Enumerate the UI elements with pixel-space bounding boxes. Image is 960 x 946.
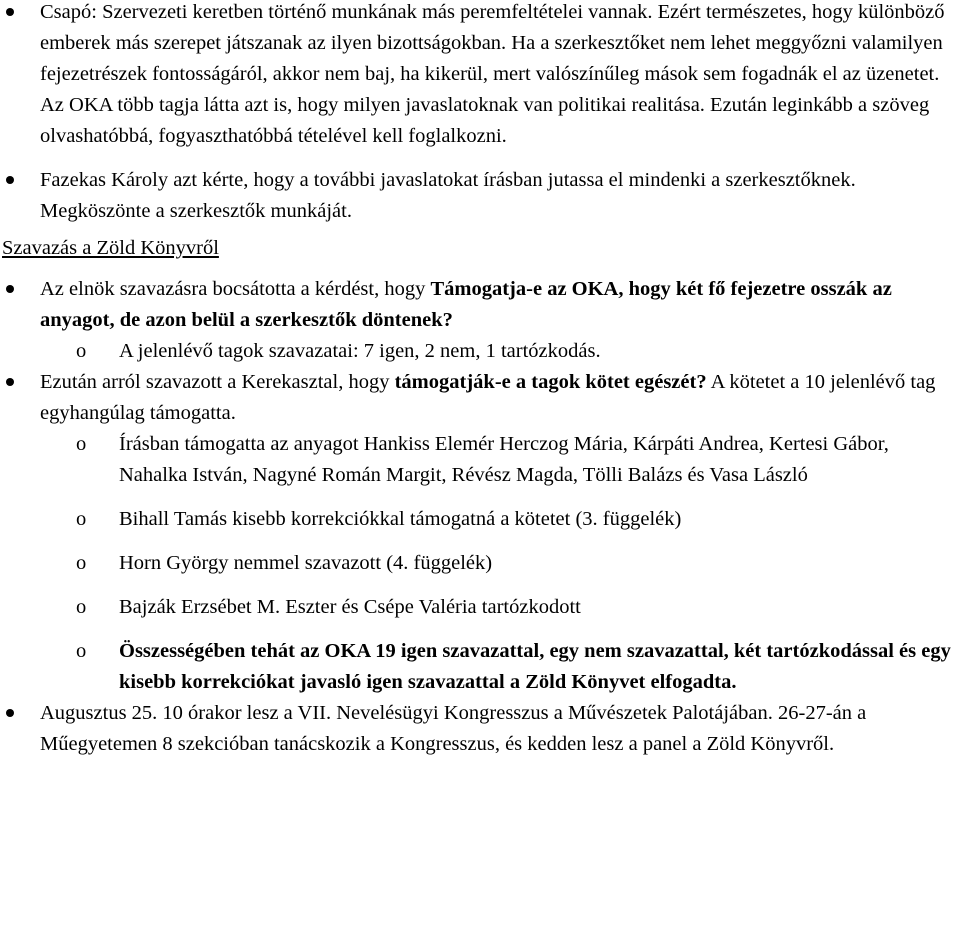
sub-item-abstentions: [2, 592, 956, 623]
volume-vote-details: [2, 429, 956, 698]
bullet-text: Augusztus 25. 10 órakor lesz a VII. Nevelésügyi Kongresszus a Művészetek Palotájában. 26-27-án a Műegyetemen 8 szekcióban tanácskozik a Kongresszus, és kedden lesz a panel a Zöld Könyvről.: [40, 702, 867, 755]
bullet-text: Fazekas Károly azt kérte, hogy a további javaslatokat írásban jutassa el mindenki a szerkesztőknek. Megköszönte a szerkesztők munkáját.: [40, 169, 856, 222]
bullet-volume-vote: [2, 367, 956, 429]
sub-item-summary: [2, 636, 956, 698]
sub-item-vote-result: [2, 336, 956, 367]
sub-item-text: Horn György nemmel szavazott (4. függelék): [119, 552, 493, 574]
bullet-closing: [2, 698, 956, 760]
sub-item-text: Írásban támogatta az anyagot Hankiss Elemér Herczog Mária, Kárpáti Andrea, Kertesi Gábor, Nahalka István, Nagyné Román Margit, Révész Magda, Tölli Balázs és Vasa László: [119, 433, 889, 486]
discussion-list: [2, 0, 956, 227]
sub-item-text: A jelenlévő tagok szavazatai: 7 igen, 2 nem, 1 tartózkodás.: [119, 340, 601, 362]
sub-item-horn: [2, 548, 956, 579]
sub-item-written-support: [2, 429, 956, 491]
vote-outro: A kötetet a 10 jelenlévő tag egyhangúlag támogatta.: [40, 371, 936, 424]
section-heading: Szavazás a Zöld Könyvről: [2, 237, 219, 259]
sub-item-bihall: [2, 504, 956, 535]
bullet-csapo: [2, 0, 956, 152]
vote-intro: Ezután arról szavazott a Kerekasztal, hogy: [40, 371, 395, 393]
vote-list: [2, 274, 956, 336]
bullet-text: Csapó: Szervezeti keretben történő munkának más peremfeltételei vannak. Ezért természetes, hogy különböző emberek más szerepet játszanak az ilyen bizottságokban. Ha a szerkesztőket nem lehet meggyőzni valamilyen fejezetrészek fontosságáról, akkor nem baj, ha kikerül, mert valószínűleg mások sem fogadnák el az üzenetet. Az OKA több tagja látta azt is, hogy milyen javaslatoknak van politikai realitása. Ezután leginkább a szöveg olvashatóbbá, fogyaszthatóbbá tételével kell foglalkozni.: [40, 1, 945, 147]
vote-question: Támogatja-e az OKA, hogy két fő fejezetre osszák az anyagot, de azon belül a szerkesztők döntenek?: [40, 278, 892, 331]
summary-text: Összességében tehát az OKA 19 igen szavazattal, egy nem szavazattal, két tartózkodással és egy kisebb korrekciókat javasló igen szavazattal a Zöld Könyvet elfogadta.: [119, 640, 951, 693]
vote-result-list: [2, 336, 956, 367]
bullet-fazekas: [2, 165, 956, 227]
sub-item-text: Bajzák Erzsébet M. Eszter és Csépe Valéria tartózkodott: [119, 596, 581, 618]
vote-question: támogatják-e a tagok kötet egészét?: [394, 371, 707, 393]
sub-item-text: Bihall Tamás kisebb korrekciókkal támogatná a kötetet (3. függelék): [119, 508, 682, 530]
bullet-vote-question: [2, 274, 956, 336]
vote-intro: Az elnök szavazásra bocsátotta a kérdést, hogy: [40, 278, 431, 300]
volume-vote-list: [2, 367, 956, 429]
closing-list: [2, 698, 956, 760]
